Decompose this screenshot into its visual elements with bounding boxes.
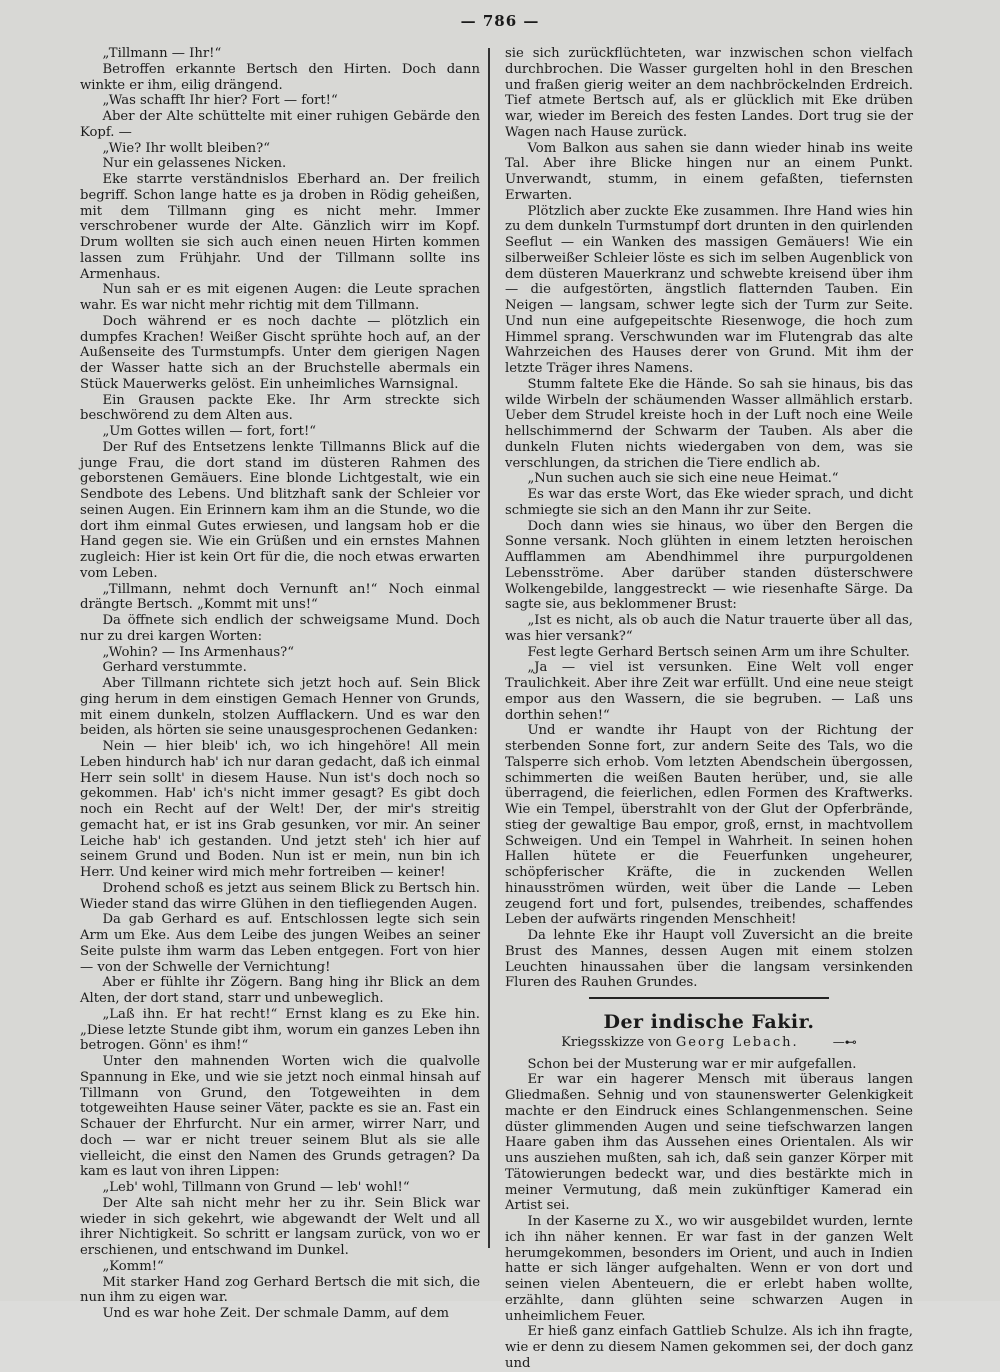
paragraph: Da lehnte Eke ihr Haupt voll Zuversicht an die breite Brust des Mannes, dessen Augen mit einem stolzen Leuchten hinaussahen über die langsam versinkenden Fluren des Rauhen Grundes. (505, 928, 913, 991)
paragraph: sie sich zurückflüchteten, war inzwischen schon vielfach durchbrochen. Die Wasser gurgelten hohl in den Breschen und fraßen gierig weiter an dem nachbröckelnden Erdreich. Tief atmete Bertsch auf, als er glücklich mit Eke drüben war, wieder im Bereich des festen Landes. Dort trug sie der Wagen nach Hause zurück. (505, 46, 913, 140)
paragraph: „Ja — viel ist versunken. Eine Welt voll enger Traulichkeit. Aber ihre Zeit war erfüllt. Und eine neue steigt empor aus den Wassern, die sie begruben. — Laß uns dorthin sehen!“ (505, 660, 913, 723)
paragraph: In der Kaserne zu X., wo wir ausgebildet wurden, lernte ich ihn näher kennen. Er war fast in der ganzen Welt herumgekommen, besonders im Orient, und auch in Indien hatte er sich länger aufgehalten. Wenn er von dort und seinen vielen Abenteuern, die er erlebt haben wollte, erzählte, dann glühten seine schwarzen Augen in unheimlichem Feuer. (505, 1214, 913, 1324)
paragraph: „Nun suchen auch sie sich eine neue Heimat.“ (527, 471, 839, 487)
article-byline (505, 1035, 913, 1051)
paragraph: Doch während er es noch dachte — plötzlich ein dumpfes Krachen! Weißer Gischt sprühte hoch auf, an der Außenseite des Turmstumpfs. Unter dem gierigen Nagen der Wasser hatte sich an der Bruchstelle abermals ein Stück Mauerwerks gelöst. Ein unheimliches Warnsignal. (80, 313, 480, 392)
paragraph: „Komm!“ (102, 1258, 164, 1274)
paragraph: Mit starker Hand zog Gerhard Bertsch die mit sich, die nun ihm zu eigen war. (80, 1274, 480, 1306)
left-column (80, 46, 480, 1321)
paragraph: „Wie? Ihr wollt bleiben?“ (102, 140, 270, 156)
paragraph: Betroffen erkannte Bertsch den Hirten. Doch dann winkte er ihm, eilig drängend. (80, 61, 480, 93)
paragraph: „Wohin? — Ins Armenhaus?“ (102, 644, 294, 660)
paragraph: Schon bei der Musterung war er mir aufgefallen. (527, 1056, 857, 1072)
article-body (505, 1057, 913, 1372)
story-continuation (505, 46, 913, 991)
paragraph: Und er wandte ihr Haupt von der Richtung der sterbenden Sonne fort, zur andern Seite des Tals, wo die Talsperre sich erhob. Vom letzten Abendschein übergossen, schimmerten die weißen Bauten herüber, und, sie alle überragend, die feierlichen, edlen Formen des Kraftwerks. Wie ein Tempel, überstrahlt von der Glut der Opferbrände, stieg der gewaltige Bau empor, groß, ernst, in machtvollem Schweigen. Und ein Tempel in Wahrheit. In seinen hohen Hallen hütete er die Feuerfunken ungeheurer, schöpferischer Kräfte, die in zuckenden Wellen hinausströmen würden, weit über die Lande — Leben zeugend fort und fort, pulsendes, treibendes, schaffendes Leben der aufwärts ringenden Menschheit! (505, 723, 913, 928)
paragraph: Plötzlich aber zuckte Eke zusammen. Ihre Hand wies hin zu dem dunkeln Turmstumpf dort drunten in den quirlenden Seeflut — ein Wanken des massigen Gemäuers! Wie ein silberweißer Schleier löste es sich im selben Augenblick von dem düsteren Mauerkranz und schwebte kreisend über ihm — die aufgestörten, ängstlich flatternden Tauben. Ein Neigen — langsam, schwer legte sich der Turm zur Seite. Und nun eine aufgepeitschte Riesenwoge, die hoch zum Himmel sprang. Verschwunden war im Flutengrab das alte Wahrzeichen des Hauses derer von Grund. Mit ihm der letzte Träger ihres Namens. (505, 203, 913, 376)
paragraph: „Leb' wohl, Tillmann von Grund — leb' wohl!“ (102, 1180, 410, 1195)
paragraph: Fest legte Gerhard Bertsch seinen Arm um ihre Schulter. (527, 644, 910, 660)
paragraph: Aber Tillmann richtete sich jetzt hoch auf. Sein Blick ging herum in dem einstigen Gemach Henner von Grunds, mit einem dunkeln, stolzen Aufflackern. Und es war den beiden, als hörten sie seine unausgesprochenen Gedanken: (80, 676, 480, 739)
paragraph: Nun sah er es mit eigenen Augen: die Leute sprachen wahr. Es war nicht mehr richtig mit dem Tillmann. (80, 282, 480, 313)
page-number: — 786 — (460, 12, 540, 30)
paragraph: Der Ruf des Entsetzens lenkte Tillmanns Blick auf die junge Frau, die dort stand im düsteren Rahmen des geborstenen Gemäuers. Eine blonde Lichtgestalt, wie ein Sendbote des Lebens. Und blitzhaft sank der Schleier vor seinen Augen. Ein Erinnern kam ihm an die Stunde, wo die dort ihm einmal Gutes erwiesen, und langsam hob er die Hand gegen sie. Wie ein Grüßen und ein ernstes Mahnen zugleich: Hier ist kein Ort für die, die noch etwas erwarten vom Leben. (80, 439, 480, 581)
paragraph: „Tillmann — Ihr!“ (102, 46, 222, 61)
byline-author: Georg Lebach. (675, 1034, 799, 1050)
paragraph: Es war das erste Wort, das Eke wieder sprach, und dicht schmiegte sie sich an den Mann ihr zur Seite. (505, 487, 913, 518)
paragraph: Gerhard verstummte. (102, 660, 247, 676)
column-divider (488, 48, 490, 1248)
ornament-icon: —⊷ (832, 1034, 857, 1049)
paragraph: Ein Grausen packte Eke. Ihr Arm streckte sich beschwörend zu dem Alten aus. (80, 392, 480, 424)
paragraph: Vom Balkon aus sahen sie dann wieder hinab ins weite Tal. Aber ihre Blicke hingen nur an einem Punkt. Unverwandt, stumm, in einem gefaßten, tiefernsten Erwarten. (505, 140, 913, 203)
paragraph: Nein — hier bleib' ich, wo ich hingehöre! All mein Leben hindurch hab' ich nur daran gedacht, daß ich einmal Herr sein sollt' in diesem Hause. Nun ist's doch noch so gekommen. Hab' ich's nicht immer gesagt? Es gibt doch noch ein Recht auf der Welt! Der, der mir's streitig gemacht hat, er ist ins Grab gesunken, vor mir. An seiner Leiche hab' ich gestanden. Und jetzt steh' ich hier auf seinem Grund und Boden. Nun ist er mein, nun bin ich Herr. Und keiner wird mich mehr fortreiben — keiner! (80, 739, 480, 880)
paragraph: Unter den mahnenden Worten wich die qualvolle Spannung in Eke, und wie sie jetzt noch einmal hinsah auf Tillmann von Grund, den Totgeweihten in dem totgeweihten Hause seiner Väter, packte es sie an. Fast ein Schauer der Ehrfurcht. Nur ein armer, wirrer Narr, und doch — war er nicht treuer seinem Blut als sie alle vielleicht, die einst den Namen des Grunds getragen? Da kam es laut von ihren Lippen: (80, 1054, 480, 1180)
article-title: Der indische Fakir. (603, 1011, 815, 1033)
byline-prefix: Kriegsskizze von (561, 1034, 672, 1050)
paragraph: „Was schafft Ihr hier? Fort — fort!“ (102, 93, 338, 109)
paragraph: Aber er fühlte ihr Zögern. Bang hing ihr Blick an dem Alten, der dort stand, starr und unbeweglich. (80, 975, 480, 1006)
paragraph: „Laß ihn. Er hat recht!“ Ernst klang es zu Eke hin. „Diese letzte Stunde gibt ihm, worum ein ganzes Leben ihn betrogen. Gönn' es ihm!“ (80, 1006, 480, 1054)
paragraph: Er hieß ganz einfach Gattlieb Schulze. Als ich ihn fragte, wie er denn zu diesem Namen gekommen sei, der doch ganz und (505, 1324, 913, 1371)
paragraph: Eke starrte verständnislos Eberhard an. Der freilich begriff. Schon lange hatte es ja droben in Rödig geheißen, mit dem Tillmann ging es nicht mehr. Immer verschrobener wurde der Alte. Gänzlich wirr im Kopf. Drum wollten sie sich auch einen neuen Hirten kommen lassen zum Frühjahr. Und der Tillmann sollte ins Armenhaus. (80, 172, 480, 282)
paragraph: Der Alte sah nicht mehr her zu ihr. Sein Blick war wieder in sich gekehrt, wie abgewandt der Welt und all ihrer Nichtigkeit. So schritt er langsam zurück, von wo er erschienen, und entschwand im Dunkel. (80, 1195, 480, 1258)
paragraph: Er war ein hagerer Mensch mit überaus langen Gliedmaßen. Sehnig und von staunenswerter Gelenkigkeit machte er den Eindruck eines Schlangenmenschen. Seine düster glimmenden Augen und seine tiefschwarzen langen Haare gaben ihm das Aussehen eines Orientalen. Als wir uns ausziehen mußten, sah ich, daß sein ganzer Körper mit Tätowierungen bedeckt war, und dies bestärkte mich in meiner Vermutung, daß mein zukünftiger Kamerad ein Artist sei. (505, 1072, 913, 1214)
paragraph: „Um Gottes willen — fort, fort!“ (102, 424, 317, 439)
paragraph: Nur ein gelassenes Nicken. (102, 156, 287, 172)
paragraph: Stumm faltete Eke die Hände. So sah sie hinaus, bis das wilde Wirbeln der schäumenden Wasser allmählich erstarb. Ueber dem Strudel kreiste hoch in der Luft noch eine Weile hellschimmernd der Schwarm der Tauben. Als aber die dunkeln Fluten nichts wiedergaben von dem, was sie verschlungen, da strichen die Tiere endlich ab. (505, 376, 913, 471)
paragraph: Aber der Alte schüttelte mit einer ruhigen Gebärde den Kopf. — (80, 109, 480, 140)
paragraph: „Tillmann, nehmt doch Vernunft an!“ Noch einmal drängte Bertsch. „Kommt mit uns!“ (80, 581, 480, 613)
right-column (505, 46, 913, 1371)
story-end-rule (589, 997, 829, 999)
paragraph: Und es war hohe Zeit. Der schmale Damm, auf dem (102, 1306, 449, 1321)
paragraph: Da öffnete sich endlich der schweigsame Mund. Doch nur zu drei kargen Worten: (80, 613, 480, 644)
paragraph: Drohend schoß es jetzt aus seinem Blick zu Bertsch hin. Wieder stand das wirre Glühen in den tiefliegenden Augen. (80, 880, 480, 912)
paragraph: Doch dann wies sie hinaus, wo über den Bergen die Sonne versank. Noch glühten in einem letzten heroischen Aufflammen am Abendhimmel ihre purpurgoldenen Lebensströme. Aber darüber standen düsterschwere Wolkengebilde, langgestreckt — wie riesenhafte Särge. Da sagte sie, aus beklommener Brust: (505, 518, 913, 613)
paragraph: „Ist es nicht, als ob auch die Natur trauerte über all das, was hier versank?“ (505, 613, 913, 644)
paragraph: Da gab Gerhard es auf. Entschlossen legte sich sein Arm um Eke. Aus dem Leibe des jungen Weibes an seiner Seite pulste ihm warm das Leben entgegen. Fort von hier — von der Schwelle der Vernichtung! (80, 912, 480, 975)
